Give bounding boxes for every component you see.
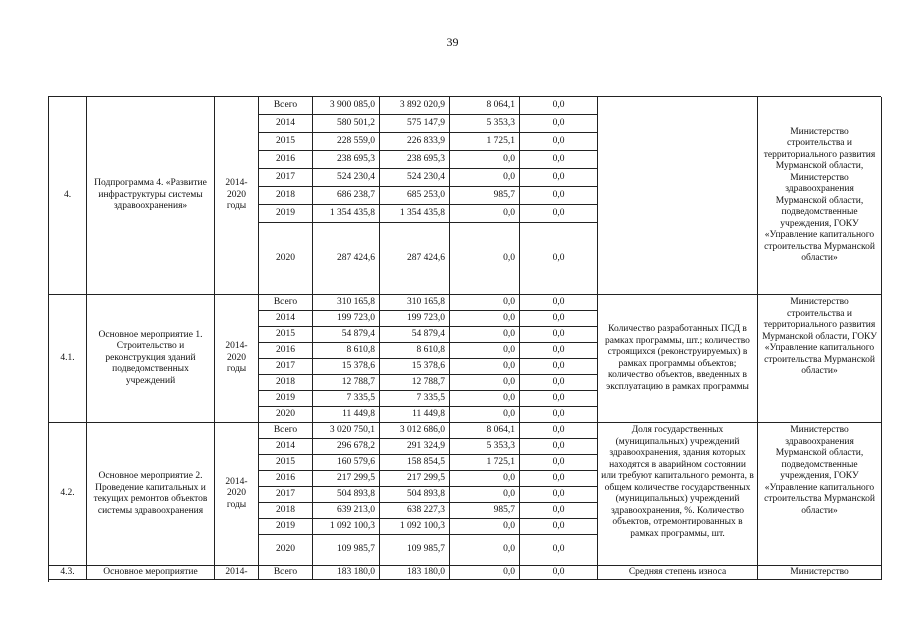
year-label: 2015 <box>259 327 313 343</box>
amount-other: 0,0 <box>520 391 598 407</box>
year-label: 2020 <box>259 407 313 423</box>
row-number: 4.1. <box>49 295 87 423</box>
amount-other: 0,0 <box>520 133 598 151</box>
amount-regional: 287 424,6 <box>380 223 450 295</box>
program-funding-table <box>48 96 881 582</box>
year-label: 2014 <box>259 115 313 133</box>
year-label: 2016 <box>259 343 313 359</box>
amount-other: 0,0 <box>520 311 598 327</box>
amount-federal: 0,0 <box>450 343 520 359</box>
table-row-group <box>49 97 881 295</box>
year-label: 2019 <box>259 391 313 407</box>
amount-federal: 0,0 <box>450 535 520 566</box>
amount-total: 580 501,2 <box>313 115 380 133</box>
amount-total: 7 335,5 <box>313 391 380 407</box>
amount-federal: 8 064,1 <box>450 423 520 439</box>
amount-regional: 1 354 435,8 <box>380 205 450 223</box>
year-label: Всего <box>259 423 313 439</box>
amount-regional: 8 610,8 <box>380 343 450 359</box>
amount-regional: 291 324,9 <box>380 439 450 455</box>
amount-federal: 0,0 <box>450 151 520 169</box>
amount-federal: 0,0 <box>450 375 520 391</box>
amount-other: 0,0 <box>520 187 598 205</box>
amount-federal: 0,0 <box>450 566 520 580</box>
period: 2014- <box>215 566 259 580</box>
amount-other: 0,0 <box>520 169 598 187</box>
amount-regional: 158 854,5 <box>380 455 450 471</box>
amount-total: 8 610,8 <box>313 343 380 359</box>
amount-total: 310 165,8 <box>313 295 380 311</box>
amount-total: 287 424,6 <box>313 223 380 295</box>
activity-name: Основное мероприятие <box>87 566 215 580</box>
table-row-group <box>49 295 881 423</box>
amount-federal: 0,0 <box>450 295 520 311</box>
amount-other: 0,0 <box>520 205 598 223</box>
year-label: 2018 <box>259 375 313 391</box>
amount-other: 0,0 <box>520 343 598 359</box>
year-label: 2016 <box>259 471 313 487</box>
year-label: 2014 <box>259 439 313 455</box>
amount-total: 11 449,8 <box>313 407 380 423</box>
amount-federal: 0,0 <box>450 327 520 343</box>
amount-total: 183 180,0 <box>313 566 380 580</box>
amount-federal: 0,0 <box>450 391 520 407</box>
amount-total: 524 230,4 <box>313 169 380 187</box>
amount-regional: 12 788,7 <box>380 375 450 391</box>
year-label: Всего <box>259 97 313 115</box>
amount-federal: 0,0 <box>450 471 520 487</box>
indicator: Средняя степень износа <box>598 566 758 580</box>
year-label: Всего <box>259 295 313 311</box>
amount-total: 15 378,6 <box>313 359 380 375</box>
year-label: 2019 <box>259 205 313 223</box>
amount-regional: 238 695,3 <box>380 151 450 169</box>
amount-other: 0,0 <box>520 327 598 343</box>
amount-federal: 0,0 <box>450 359 520 375</box>
amount-other: 0,0 <box>520 471 598 487</box>
amount-federal: 985,7 <box>450 503 520 519</box>
amount-regional: 685 253,0 <box>380 187 450 205</box>
amount-total: 160 579,6 <box>313 455 380 471</box>
table-row-group <box>49 566 881 580</box>
indicator <box>598 97 758 295</box>
amount-other: 0,0 <box>520 223 598 295</box>
amount-federal: 5 353,3 <box>450 115 520 133</box>
amount-federal: 0,0 <box>450 487 520 503</box>
amount-other: 0,0 <box>520 423 598 439</box>
amount-other: 0,0 <box>520 295 598 311</box>
amount-federal: 0,0 <box>450 407 520 423</box>
amount-total: 238 695,3 <box>313 151 380 169</box>
amount-regional: 1 092 100,3 <box>380 519 450 535</box>
amount-federal: 0,0 <box>450 169 520 187</box>
amount-regional: 7 335,5 <box>380 391 450 407</box>
amount-other: 0,0 <box>520 455 598 471</box>
amount-other: 0,0 <box>520 97 598 115</box>
executor: Министерство строительства и территориального развития Мурманской области, Министерство здравоохранения Мурманской области, подведомственные учреждения, ГОКУ «Управление капитального строительства Мурманской области» <box>758 97 882 295</box>
amount-other: 0,0 <box>520 566 598 580</box>
amount-regional: 638 227,3 <box>380 503 450 519</box>
executor: Министерство здравоохранения Мурманской области, подведомственные учреждения, ГОКУ «Управление капитального строительства Мурманской области» <box>758 423 882 566</box>
year-label: 2020 <box>259 223 313 295</box>
year-label: 2014 <box>259 311 313 327</box>
year-label: 2017 <box>259 169 313 187</box>
row-number: 4.2. <box>49 423 87 566</box>
year-label: Всего <box>259 566 313 580</box>
amount-other: 0,0 <box>520 407 598 423</box>
executor: Министерство <box>758 566 882 580</box>
amount-federal: 0,0 <box>450 205 520 223</box>
amount-total: 296 678,2 <box>313 439 380 455</box>
amount-regional: 3 892 020,9 <box>380 97 450 115</box>
amount-regional: 15 378,6 <box>380 359 450 375</box>
amount-regional: 524 230,4 <box>380 169 450 187</box>
activity-name: Основное мероприятие 2. Проведение капитальных и текущих ремонтов объектов системы здравоохранения <box>87 423 215 566</box>
amount-federal: 0,0 <box>450 311 520 327</box>
indicator: Количество разработанных ПСД в рамках программы, шт.; количество строящихся (реконструируемых) в рамках программы объектов; количество объектов, введенных в эксплуатацию в рамках программы <box>598 295 758 423</box>
amount-total: 3 900 085,0 <box>313 97 380 115</box>
amount-regional: 504 893,8 <box>380 487 450 503</box>
amount-other: 0,0 <box>520 439 598 455</box>
amount-federal: 1 725,1 <box>450 455 520 471</box>
year-label: 2019 <box>259 519 313 535</box>
amount-federal: 0,0 <box>450 223 520 295</box>
amount-other: 0,0 <box>520 535 598 566</box>
amount-regional: 575 147,9 <box>380 115 450 133</box>
amount-regional: 11 449,8 <box>380 407 450 423</box>
amount-other: 0,0 <box>520 359 598 375</box>
indicator: Доля государственных (муниципальных) учреждений здравоохранения, здания которых находятся в аварийном состоянии или требуют капитального ремонта, в общем количестве государственных (муниципальных) учреждений здравоохранения, %. Количество объектов, отремонтированных в рамках программы, шт. <box>598 423 758 566</box>
amount-regional: 226 833,9 <box>380 133 450 151</box>
amount-federal: 985,7 <box>450 187 520 205</box>
amount-total: 12 788,7 <box>313 375 380 391</box>
period: 2014-2020 годы <box>215 423 259 566</box>
amount-total: 54 879,4 <box>313 327 380 343</box>
amount-federal: 0,0 <box>450 519 520 535</box>
row-number: 4. <box>49 97 87 295</box>
period: 2014-2020 годы <box>215 295 259 423</box>
amount-regional: 310 165,8 <box>380 295 450 311</box>
amount-total: 199 723,0 <box>313 311 380 327</box>
year-label: 2015 <box>259 133 313 151</box>
year-label: 2016 <box>259 151 313 169</box>
amount-regional: 109 985,7 <box>380 535 450 566</box>
page-number: 39 <box>446 35 459 49</box>
year-label: 2020 <box>259 535 313 566</box>
period: 2014-2020 годы <box>215 97 259 295</box>
amount-regional: 199 723,0 <box>380 311 450 327</box>
amount-regional: 217 299,5 <box>380 471 450 487</box>
year-label: 2018 <box>259 503 313 519</box>
amount-federal: 1 725,1 <box>450 133 520 151</box>
activity-name: Подпрограмма 4. «Развитие инфраструктуры системы здравоохранения» <box>87 97 215 295</box>
table-row-group <box>49 423 881 566</box>
year-label: 2017 <box>259 487 313 503</box>
amount-other: 0,0 <box>520 487 598 503</box>
amount-other: 0,0 <box>520 519 598 535</box>
row-number: 4.3. <box>49 566 87 580</box>
amount-total: 217 299,5 <box>313 471 380 487</box>
year-label: 2015 <box>259 455 313 471</box>
amount-other: 0,0 <box>520 151 598 169</box>
amount-other: 0,0 <box>520 375 598 391</box>
amount-total: 228 559,0 <box>313 133 380 151</box>
amount-regional: 3 012 686,0 <box>380 423 450 439</box>
amount-total: 109 985,7 <box>313 535 380 566</box>
year-label: 2018 <box>259 187 313 205</box>
year-label: 2017 <box>259 359 313 375</box>
executor: Министерство строительства и территориального развития Мурманской области, ГОКУ «Управление капитального строительства Мурманской области» <box>758 295 882 423</box>
amount-total: 504 893,8 <box>313 487 380 503</box>
amount-total: 1 092 100,3 <box>313 519 380 535</box>
amount-regional: 183 180,0 <box>380 566 450 580</box>
amount-federal: 8 064,1 <box>450 97 520 115</box>
amount-regional: 54 879,4 <box>380 327 450 343</box>
amount-federal: 5 353,3 <box>450 439 520 455</box>
amount-total: 3 020 750,1 <box>313 423 380 439</box>
activity-name: Основное мероприятие 1. Строительство и реконструкция зданий подведомственных учреждений <box>87 295 215 423</box>
amount-total: 1 354 435,8 <box>313 205 380 223</box>
amount-total: 686 238,7 <box>313 187 380 205</box>
amount-total: 639 213,0 <box>313 503 380 519</box>
amount-other: 0,0 <box>520 115 598 133</box>
amount-other: 0,0 <box>520 503 598 519</box>
